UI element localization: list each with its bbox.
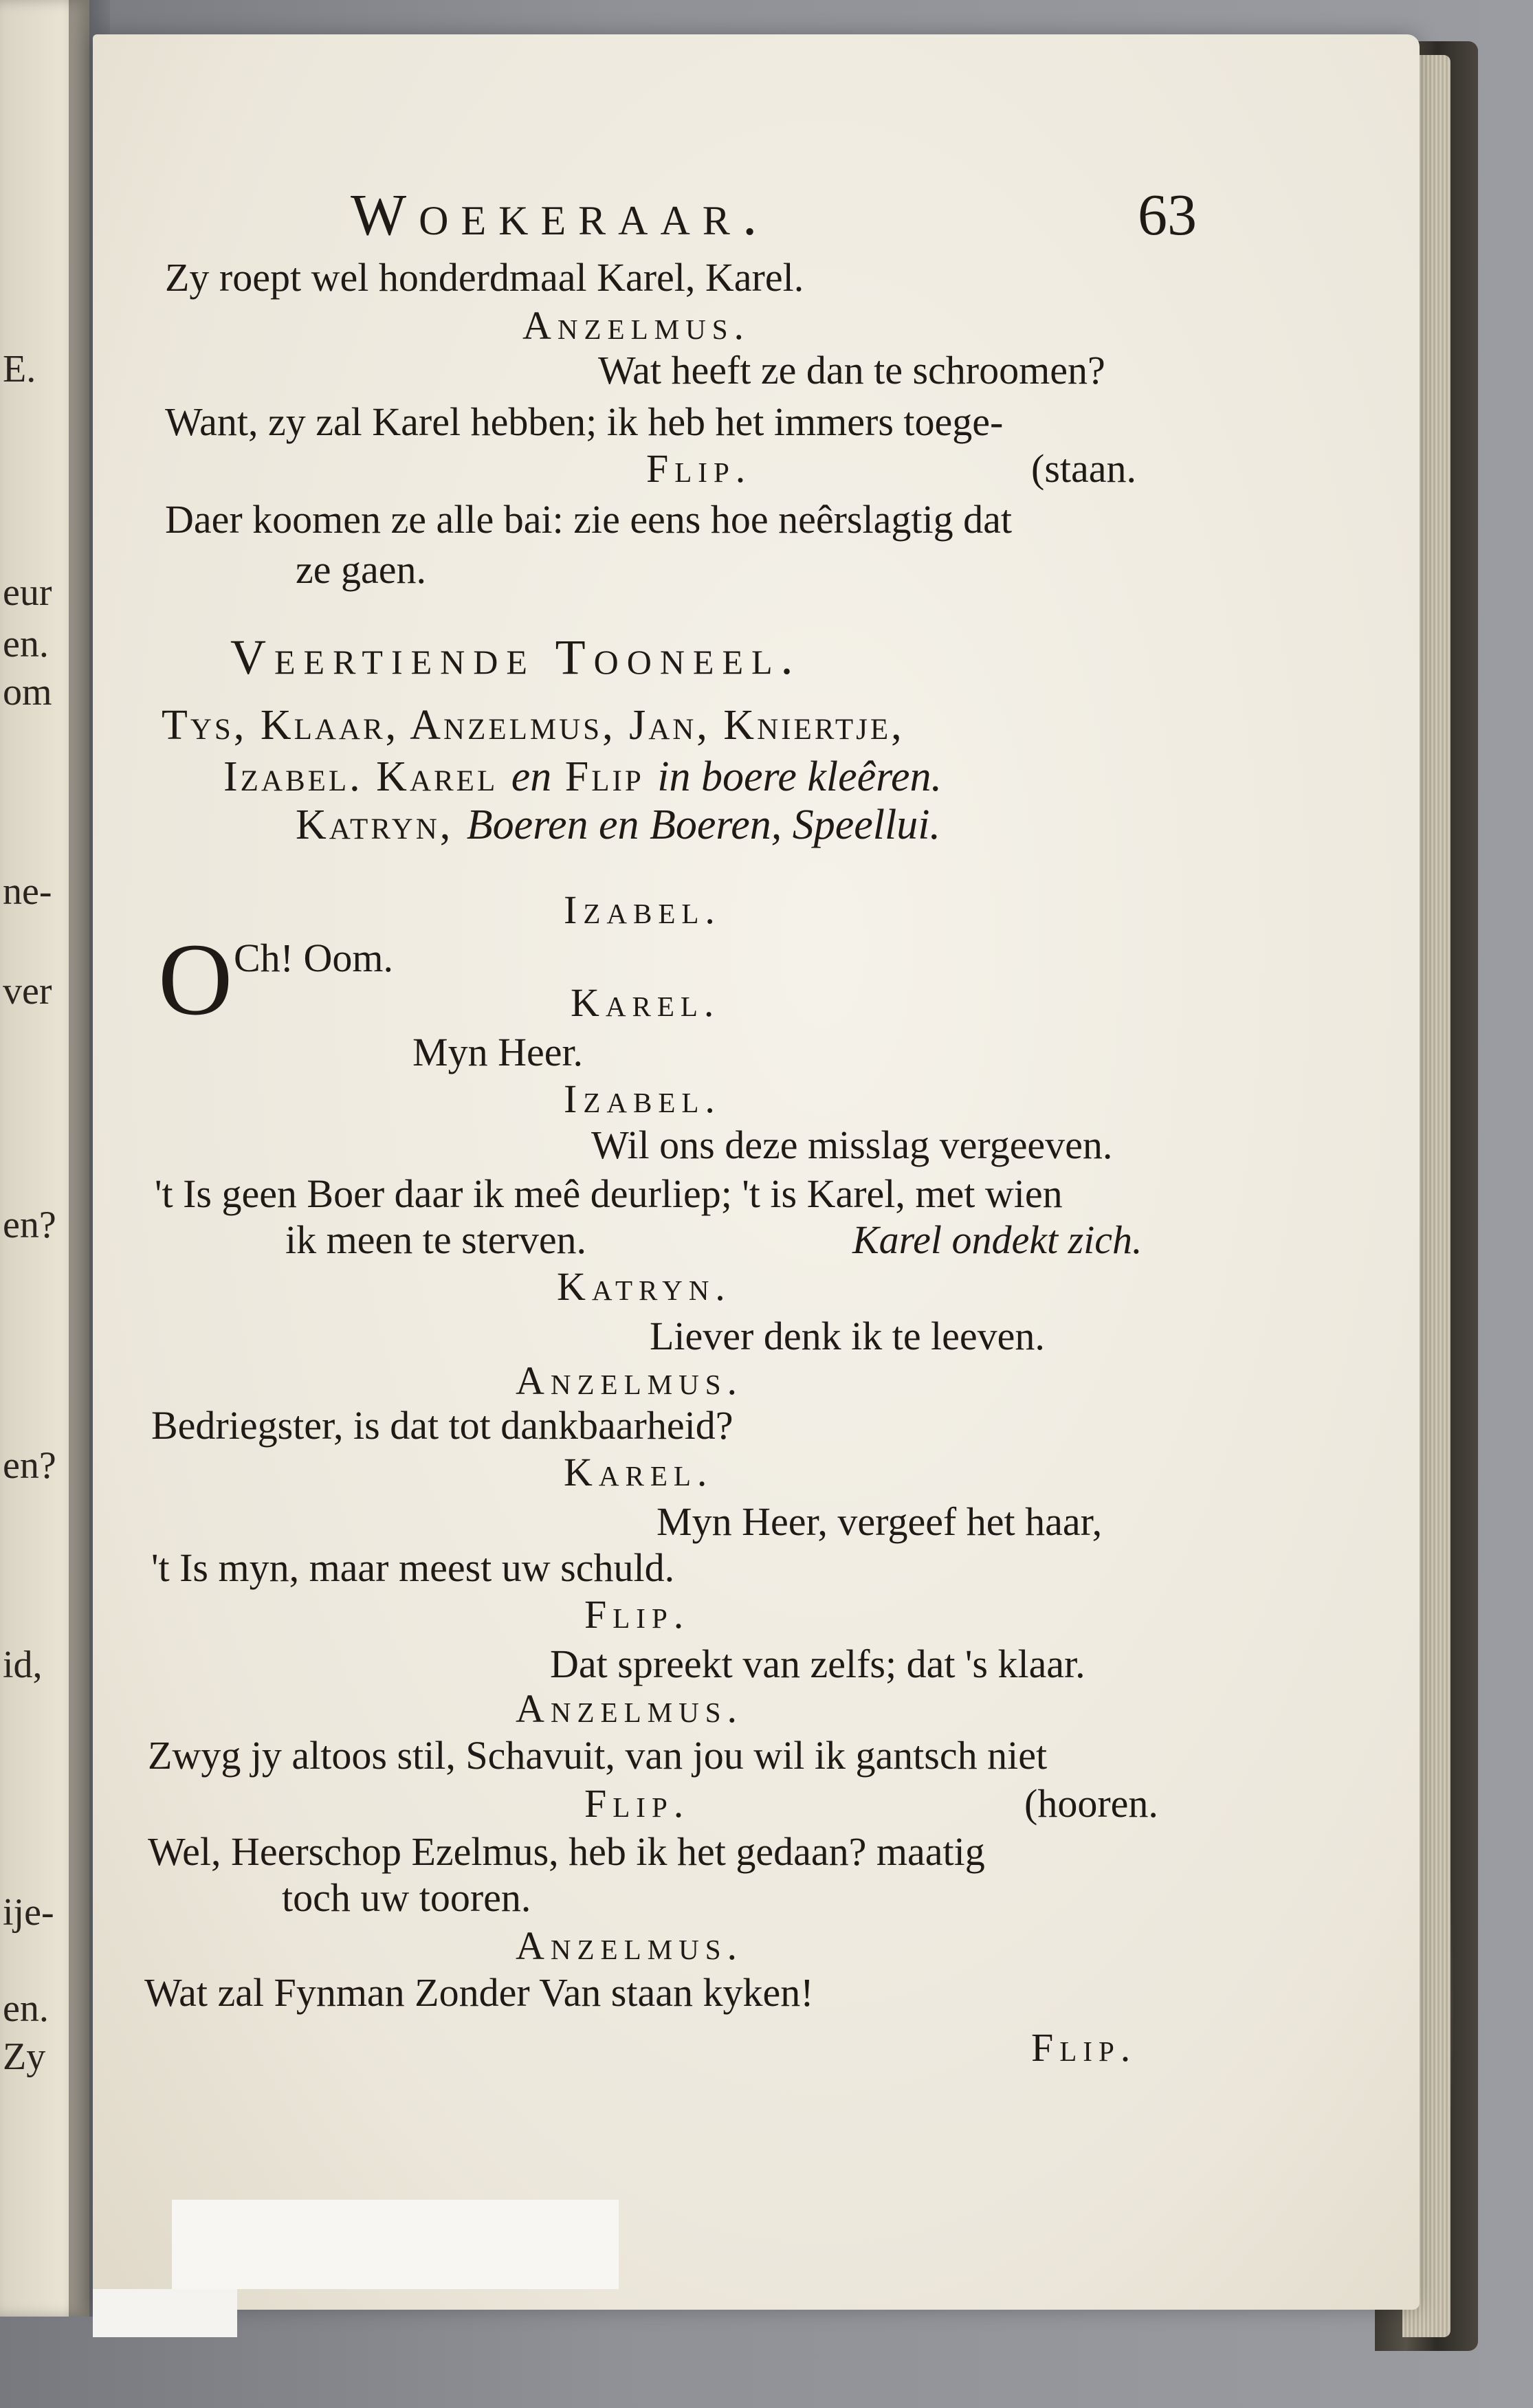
verse-line: Wel, Heerschop Ezelmus, heb ik het gedaan? maatig [148, 1829, 985, 1874]
catchword: Flip. [1031, 2025, 1137, 2070]
speaker-label: Flip. [584, 1781, 690, 1826]
speaker-label: Izabel. [564, 1076, 721, 1121]
verse-line: Bedriegster, is dat tot dankbaarheid? [151, 1403, 734, 1448]
speaker-label: Flip. [584, 1592, 690, 1637]
speaker-label: Flip. [646, 446, 752, 491]
left-page-fragment: ver [3, 970, 52, 1013]
verse-line: ze gaen. [296, 547, 426, 592]
cast-names: Izabel. Karel [223, 753, 498, 800]
verse-line: Daer koomen ze alle bai: zie eens hoe neêrslagtig dat [165, 497, 1012, 542]
cast-list: Tys, Klaar, Anzelmus, Jan, Kniertje, [162, 702, 905, 749]
speaker-label: Katryn. [557, 1264, 731, 1309]
left-page-fragment: om [3, 671, 52, 714]
left-page-fragment: eur [3, 571, 52, 614]
cast-list [296, 801, 940, 850]
left-page-fragment: ije- [3, 1891, 54, 1934]
verse-line: Zwyg jy altoos stil, Schavuit, van jou wil ik gantsch niet [148, 1733, 1048, 1778]
running-head: Woekeraar. [351, 181, 770, 247]
verse-carryover: (hooren. [1024, 1781, 1158, 1826]
speaker-label: Anzelmus. [522, 303, 750, 348]
left-page-fragment: ne- [3, 870, 52, 913]
verse-line: Ch! Oom. [234, 936, 393, 980]
verse-line: toch uw tooren. [282, 1875, 531, 1920]
verse-line: Wat heeft ze dan te schroomen? [598, 348, 1105, 393]
verse-line: ik meen te sterven. [285, 1217, 587, 1262]
left-page-fragment: en? [3, 1204, 56, 1246]
cast-names: Katryn, [296, 802, 454, 848]
verse-line: Liever denk ik te leeven. [650, 1314, 1045, 1358]
cast-conjunction: en [511, 753, 552, 800]
left-page-fragment: Zy [3, 2035, 46, 2078]
left-page-fragment: en? [3, 1444, 56, 1487]
speaker-label: Karel. [571, 980, 720, 1025]
page-number: 63 [1138, 181, 1197, 247]
verse-line: 't Is geen Boer daar ik meê deurliep; 't is Karel, met wien [155, 1171, 1063, 1216]
verse-line: Wat zal Fynman Zonder Van staan kyken! [144, 1970, 814, 2015]
cast-extras: Boeren en Boeren, Speellui. [466, 802, 940, 848]
left-page-fragment: E. [3, 348, 36, 390]
verse-carryover: (staan. [1031, 446, 1136, 491]
redaction-sticker [172, 2200, 619, 2289]
left-page-fragment: en. [3, 1987, 49, 2030]
stage-direction: Karel ondekt zich. [852, 1217, 1143, 1262]
verse-line: Myn Heer, vergeef het haar, [657, 1499, 1103, 1544]
left-page-fragment: en. [3, 623, 49, 665]
speaker-label: Anzelmus. [516, 1923, 743, 1968]
scene-title: Veertiende Tooneel. [230, 630, 802, 685]
verse-line: Wil ons deze misslag vergeeven. [591, 1123, 1113, 1167]
cast-list [223, 753, 942, 802]
verse-line: Want, zy zal Karel hebben; ik heb het immers toege- [165, 399, 1004, 444]
verse-line: Myn Heer. [412, 1030, 584, 1074]
cast-names: Flip [564, 753, 644, 800]
cast-direction: in boere kleêren. [657, 753, 942, 800]
speaker-label: Anzelmus. [516, 1358, 743, 1403]
verse-line: Dat spreekt van zelfs; dat 's klaar. [550, 1642, 1085, 1686]
drop-cap: O [158, 923, 233, 1037]
verse-line: Zy roept wel honderdmaal Karel, Karel. [165, 255, 804, 300]
redaction-sticker [93, 2289, 237, 2337]
speaker-label: Anzelmus. [516, 1686, 743, 1731]
verse-line: 't Is myn, maar meest uw schuld. [151, 1545, 675, 1590]
left-page-fragment: id, [3, 1644, 43, 1686]
speaker-label: Izabel. [564, 887, 721, 932]
speaker-label: Karel. [564, 1450, 714, 1494]
